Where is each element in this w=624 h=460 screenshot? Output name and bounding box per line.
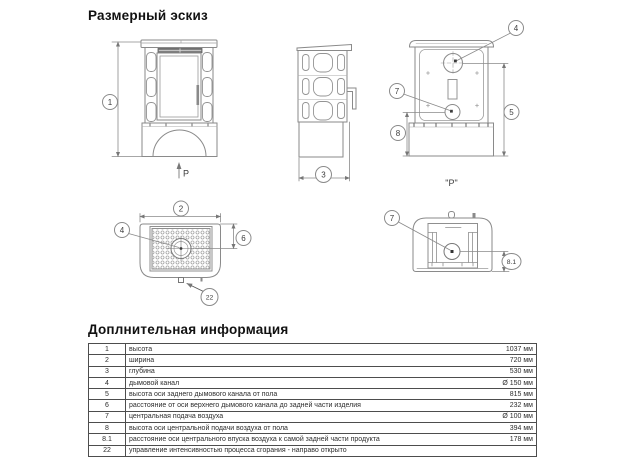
air-inlet	[445, 105, 460, 120]
row-description: дымовой канал	[129, 379, 180, 387]
svg-text:8: 8	[395, 128, 401, 138]
balloon-1	[103, 95, 118, 110]
svg-text:4: 4	[119, 225, 125, 235]
side-tiles	[303, 54, 345, 121]
info-table	[88, 343, 537, 457]
row-content	[126, 344, 537, 355]
back-view	[390, 21, 524, 189]
table-row	[89, 355, 537, 366]
leader-control	[187, 284, 204, 292]
front-door	[157, 53, 201, 120]
balloon-6	[236, 231, 251, 246]
row-description: высота оси центральной подачи воздуха от пола	[129, 424, 288, 432]
row-description: ширина	[129, 356, 155, 364]
balloon-5	[504, 105, 519, 120]
row-value: 815 мм	[509, 390, 533, 398]
row-content	[126, 434, 537, 445]
back-view-label: "P"	[445, 178, 458, 188]
balloon-3	[316, 167, 332, 183]
table-row	[89, 423, 537, 434]
row-content	[126, 423, 537, 434]
row-number: 8.1	[89, 434, 126, 445]
balloon-4-top	[115, 223, 130, 238]
bottom-knob	[449, 212, 455, 219]
front-side-tiles	[147, 53, 213, 122]
leader-flue	[454, 33, 511, 62]
leader-air-bottom	[399, 222, 451, 250]
side-top-plate	[297, 45, 352, 51]
back-base	[409, 123, 494, 156]
row-description: управление интенсивностью процесса сгорания - направо открыто	[129, 447, 347, 455]
row-value: Ø 100 мм	[502, 413, 533, 421]
row-value: 394 мм	[509, 424, 533, 432]
row-content	[126, 411, 537, 422]
control-knob	[179, 278, 184, 283]
row-description: глубина	[129, 368, 155, 376]
svg-text:3: 3	[321, 170, 326, 180]
balloon-2	[174, 201, 189, 216]
row-content	[126, 366, 537, 377]
row-number: 7	[89, 411, 126, 422]
row-value: Ø 150 мм	[502, 379, 533, 387]
balloon-4	[509, 21, 524, 36]
bottom-view	[385, 211, 522, 272]
row-number: 1	[89, 344, 126, 355]
row-description: расстояние оси центрального впуска воздуха к самой задней части продукта	[129, 436, 380, 444]
row-content	[126, 355, 537, 366]
info-title: Доплнительная информация	[88, 322, 289, 337]
front-air-grille	[158, 49, 202, 53]
row-value: 232 мм	[509, 402, 533, 410]
side-view	[297, 45, 356, 183]
side-body	[298, 51, 347, 123]
door-handle	[197, 85, 200, 105]
side-base	[299, 122, 343, 157]
svg-text:8.1: 8.1	[506, 259, 517, 266]
view-direction-label: P	[183, 168, 190, 179]
balloon-8-1	[502, 254, 521, 270]
up-arrow-icon	[177, 162, 182, 169]
balloon-22	[201, 289, 218, 306]
balloon-8	[391, 126, 406, 141]
row-description: центральная подача воздуха	[129, 413, 224, 421]
row-number: 5	[89, 389, 126, 400]
svg-text:2: 2	[178, 204, 184, 214]
row-description: высота оси заднего дымового канала от пола	[129, 390, 278, 398]
svg-text:1: 1	[107, 97, 113, 107]
svg-text:6: 6	[241, 233, 246, 243]
row-value: 1037 мм	[505, 345, 533, 353]
row-content	[126, 400, 537, 411]
front-view	[103, 40, 218, 179]
row-value: 530 мм	[509, 368, 533, 376]
table-row	[89, 445, 537, 456]
sketch-title: Размерный эскиз	[88, 8, 208, 23]
table-row	[89, 411, 537, 422]
table-row	[89, 389, 537, 400]
table-row	[89, 434, 537, 445]
row-content	[126, 377, 537, 388]
top-view	[115, 201, 252, 306]
svg-text:7: 7	[389, 213, 395, 223]
flue-outlet	[441, 52, 465, 75]
front-top-plate	[141, 40, 217, 48]
table-row	[89, 366, 537, 377]
row-content	[126, 389, 537, 400]
row-number: 6	[89, 400, 126, 411]
row-value: 178 мм	[509, 436, 533, 444]
leader-air	[404, 94, 451, 111]
row-number: 8	[89, 423, 126, 434]
table-row	[89, 377, 537, 388]
svg-text:22: 22	[205, 294, 214, 302]
row-number: 3	[89, 366, 126, 377]
row-value: 720 мм	[509, 356, 533, 364]
view-direction-arrow	[177, 162, 189, 179]
dimension-flue-height	[463, 64, 508, 157]
bottom-air-inlet	[444, 244, 460, 260]
balloon-7-bottom	[385, 211, 400, 226]
row-description: расстояние от оси верхнего дымового канала до задней части изделия	[129, 402, 361, 410]
row-content	[126, 445, 537, 456]
base-arch	[153, 130, 206, 157]
screw-marks	[427, 72, 479, 108]
row-number: 22	[89, 445, 126, 456]
svg-text:7: 7	[394, 86, 400, 96]
side-door-handle	[347, 88, 356, 109]
table-row	[89, 344, 537, 355]
table-row	[89, 400, 537, 411]
balloon-7	[390, 84, 405, 99]
row-description: высота	[129, 345, 153, 353]
svg-text:4: 4	[513, 23, 519, 33]
row-number: 2	[89, 355, 126, 366]
svg-text:5: 5	[509, 107, 514, 117]
back-plate	[448, 80, 457, 100]
row-number: 4	[89, 377, 126, 388]
